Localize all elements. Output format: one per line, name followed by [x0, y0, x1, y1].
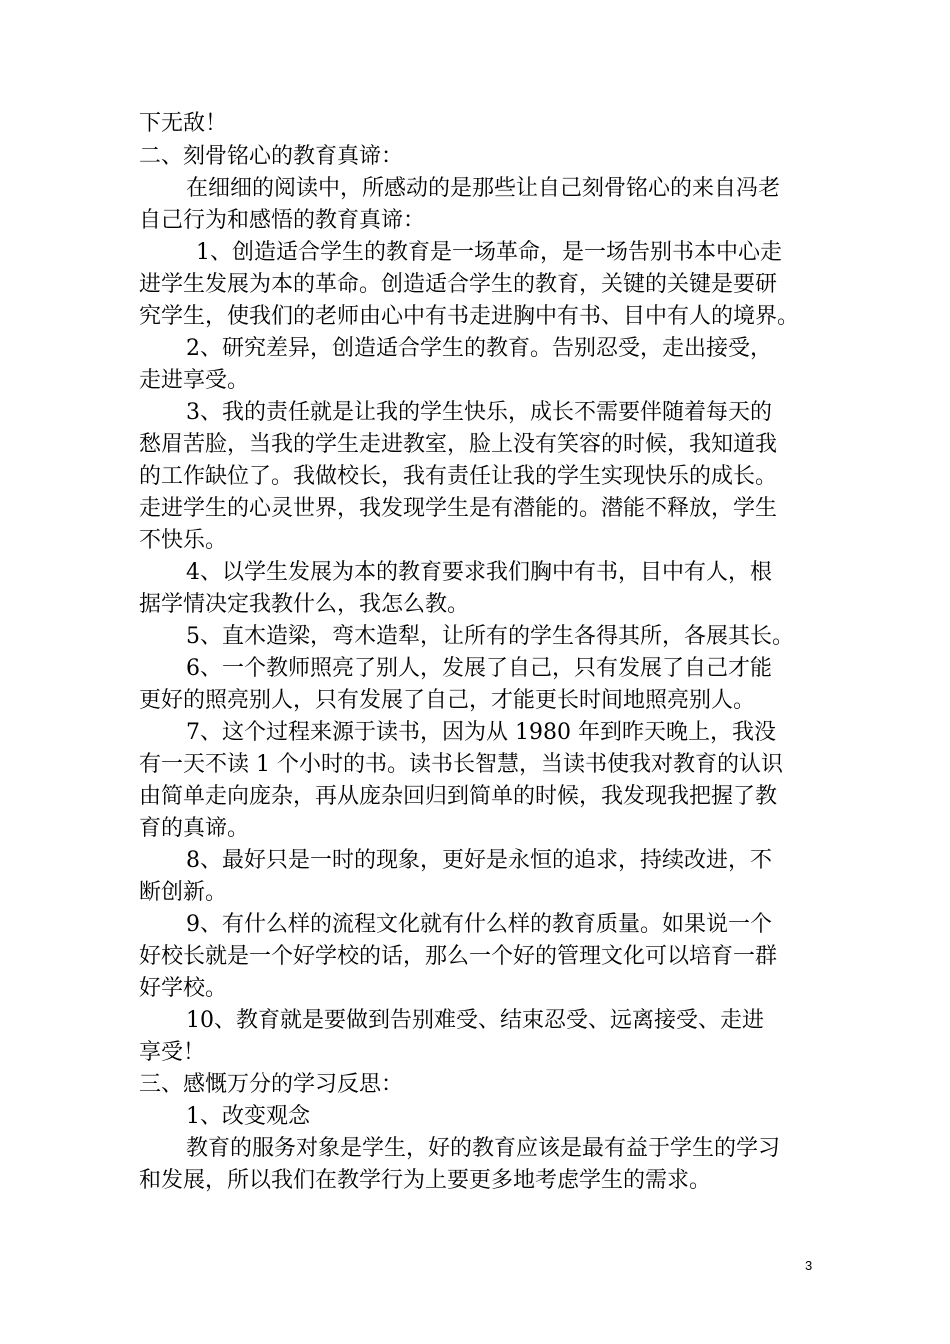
section-heading: 三、感慨万分的学习反思： — [139, 1072, 404, 1097]
text-line: 教育的服务对象是学生，好的教育应该是最有益于学生的学习 — [186, 1136, 781, 1161]
text-line: 8、最好只是一时的现象，更好是永恒的追求，持续改进，不 — [186, 848, 772, 873]
page-number: 3 — [805, 1258, 813, 1273]
text-line: 10、教育就是要做到告别难受、结束忍受、远离接受、走进 — [186, 1008, 764, 1033]
text-line: 6、一个教师照亮了别人，发展了自己，只有发展了自己才能 — [186, 656, 772, 681]
text-line: 据学情决定我教什么，我怎么教。 — [139, 592, 470, 617]
text-line: 3、我的责任就是让我的学生快乐，成长不需要伴随着每天的 — [186, 400, 772, 425]
text-line: 走进学生的心灵世界，我发现学生是有潜能的。潜能不释放，学生 — [139, 496, 778, 521]
text-line: 自己行为和感悟的教育真谛： — [139, 208, 426, 233]
text-line: 1、创造适合学生的教育是一场革命，是一场告别书本中心走 — [196, 240, 782, 265]
text-line: 1、改变观念 — [186, 1104, 310, 1129]
text-line: 究学生，使我们的老师由心中有书走进胸中有书、目中有人的境界。 — [139, 304, 800, 329]
section-heading: 二、刻骨铭心的教育真谛： — [139, 144, 404, 169]
text-line: 更好的照亮别人，只有发展了自己，才能更长时间地照亮别人。 — [139, 688, 756, 713]
text-line: 由简单走向庞杂，再从庞杂回归到简单的时候，我发现我把握了教 — [139, 784, 778, 809]
text-line: 9、有什么样的流程文化就有什么样的教育质量。如果说一个 — [186, 912, 772, 937]
text-line: 有一天不读 1 个小时的书。读书长智慧，当读书使我对教育的认识 — [139, 752, 783, 777]
text-line: 断创新。 — [139, 880, 228, 905]
text-line: 进学生发展为本的革命。创造适合学生的教育，关键的关键是要研 — [139, 272, 778, 297]
text-line: 7、这个过程来源于读书，因为从 1980 年到昨天晚上，我没 — [186, 720, 776, 745]
text-line: 享受！ — [139, 1040, 206, 1065]
text-line: 不快乐。 — [139, 528, 228, 553]
text-line: 好学校。 — [139, 976, 228, 1001]
text-line: 的工作缺位了。我做校长，我有责任让我的学生实现快乐的成长。 — [139, 464, 778, 489]
text-line: 育的真谛。 — [139, 816, 250, 841]
text-line: 好校长就是一个好学校的话，那么一个好的管理文化可以培育一群 — [139, 944, 778, 969]
text-line: 2、研究差异，创造适合学生的教育。告别忍受，走出接受， — [186, 336, 772, 361]
text-line: 和发展，所以我们在教学行为上要更多地考虑学生的需求。 — [139, 1168, 712, 1193]
text-line: 走进享受。 — [139, 368, 250, 393]
text-line: 5、直木造梁，弯木造犁，让所有的学生各得其所，各展其长。 — [186, 624, 794, 649]
text-line: 在细细的阅读中，所感动的是那些让自己刻骨铭心的来自冯老 — [186, 176, 781, 201]
text-line: 愁眉苦脸，当我的学生走进教室，脸上没有笑容的时候，我知道我 — [139, 432, 778, 457]
text-line: 4、以学生发展为本的教育要求我们胸中有书，目中有人，根 — [186, 560, 772, 585]
text-line: 下无敌！ — [139, 111, 228, 136]
